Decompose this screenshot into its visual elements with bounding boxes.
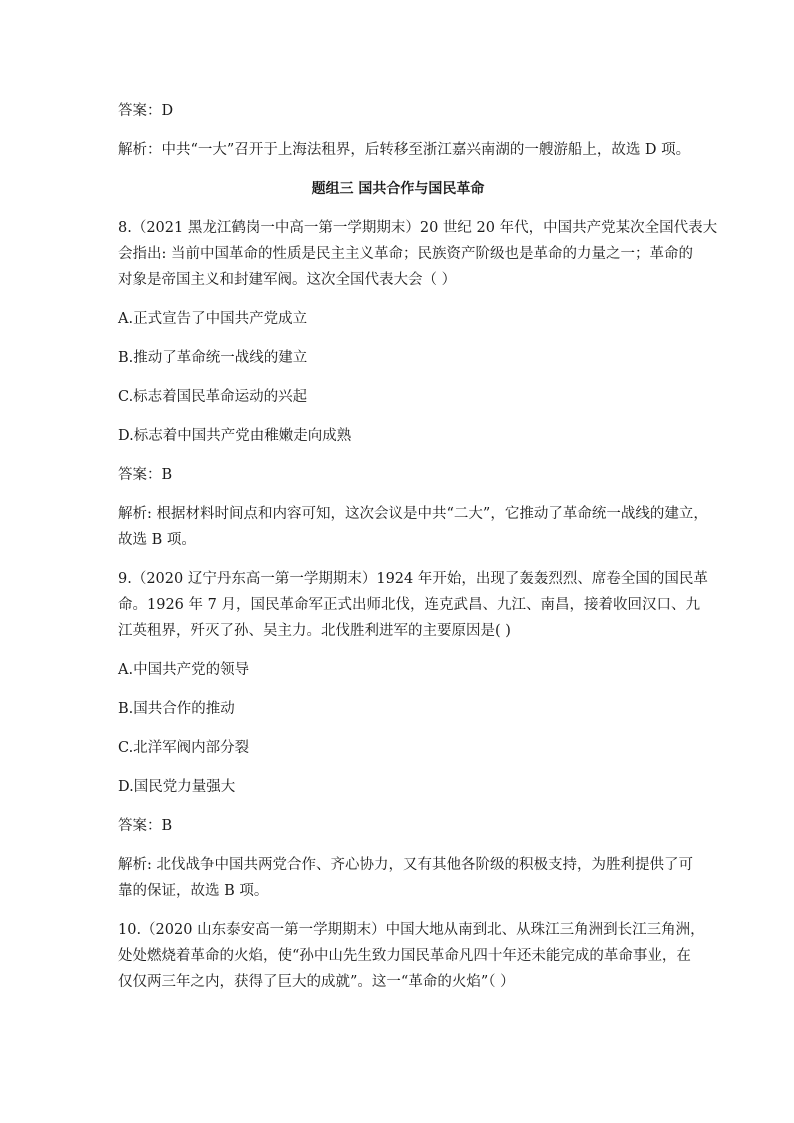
- question-8-line-2: 会指出: 当前中国革命的性质是民主主义革命；民族资产阶级也是革命的力量之一；革命的: [118, 246, 693, 262]
- question-9-line-1: 9.（2020 辽宁丹东高一第一学期期末）1924 年开始，出现了轰轰烈烈、席卷全国的国民革: [118, 571, 708, 587]
- analysis-q7: 解析：中共“一大”召开于上海法租界，后转移至浙江嘉兴南湖的一艘游船上，故选 D 项。: [118, 142, 691, 158]
- question-8-line-1: 8.（2021 黑龙江鹤岗一中高一第一学期期末）20 世纪 20 年代，中国共产党某次全国代表大: [118, 220, 718, 236]
- question-10-line-2: 处处燃烧着革命的火焰，使“孙中山先生致力国民革命凡四十年还未能完成的革命事业，在: [118, 948, 691, 964]
- section-heading: 题组三 国共合作与国民革命: [311, 181, 485, 197]
- answer-q7: 答案：D: [118, 103, 174, 119]
- analysis-q9-line-2: 靠的保证，故选 B 项。: [118, 883, 269, 899]
- question-8-line-3: 对象是帝国主义和封建军阀。这次全国代表大会（ ）: [118, 272, 457, 288]
- analysis-q9-line-1: 解析: 北伐战争中国共两党合作、齐心协力，又有其他各阶级的积极支持，为胜利提供了可: [118, 857, 693, 873]
- question-8-option-a: A.正式宣告了中国共产党成立: [118, 311, 308, 327]
- question-8-option-d: D.标志着中国共产党由稚嫩走向成熟: [118, 428, 352, 444]
- document-page: [118, 98, 718, 1008]
- question-8: [118, 215, 718, 293]
- question-9: [118, 566, 708, 644]
- answer-q9: 答案：B: [118, 818, 173, 834]
- analysis-q8-line-1: 解析: 根据材料时间点和内容可知，这次会议是中共“二大”，它推动了革命统一战线的建立，: [118, 506, 708, 522]
- question-10: [118, 917, 705, 995]
- question-10-line-1: 10.（2020 山东泰安高一第一学期期末）中国大地从南到北、从珠江三角洲到长江三角洲，: [118, 922, 705, 938]
- question-10-line-3: 仅仅两三年之内，获得了巨大的成就”。这一“革命的火焰”（ ）: [118, 974, 515, 990]
- analysis-q8-line-2: 故选 B 项。: [118, 532, 196, 548]
- analysis-q8: [118, 501, 708, 553]
- question-9-option-a: A.中国共产党的领导: [118, 662, 250, 678]
- question-8-option-b: B.推动了革命统一战线的建立: [118, 350, 308, 366]
- question-9-line-3: 江英租界，歼灭了孙、吴主力。北伐胜利进军的主要原因是( ): [118, 623, 511, 639]
- question-8-option-c: C.标志着国民革命运动的兴起: [118, 389, 308, 405]
- analysis-q9: [118, 852, 693, 904]
- answer-q8: 答案：B: [118, 467, 173, 483]
- question-9-option-b: B.国共合作的推动: [118, 701, 235, 717]
- question-9-option-c: C.北洋军阀内部分裂: [118, 740, 250, 756]
- question-9-line-2: 命。1926 年 7 月，国民革命军正式出师北伐，连克武昌、九江、南昌，接着收回汉口、九: [118, 597, 700, 613]
- question-9-option-d: D.国民党力量强大: [118, 779, 236, 795]
